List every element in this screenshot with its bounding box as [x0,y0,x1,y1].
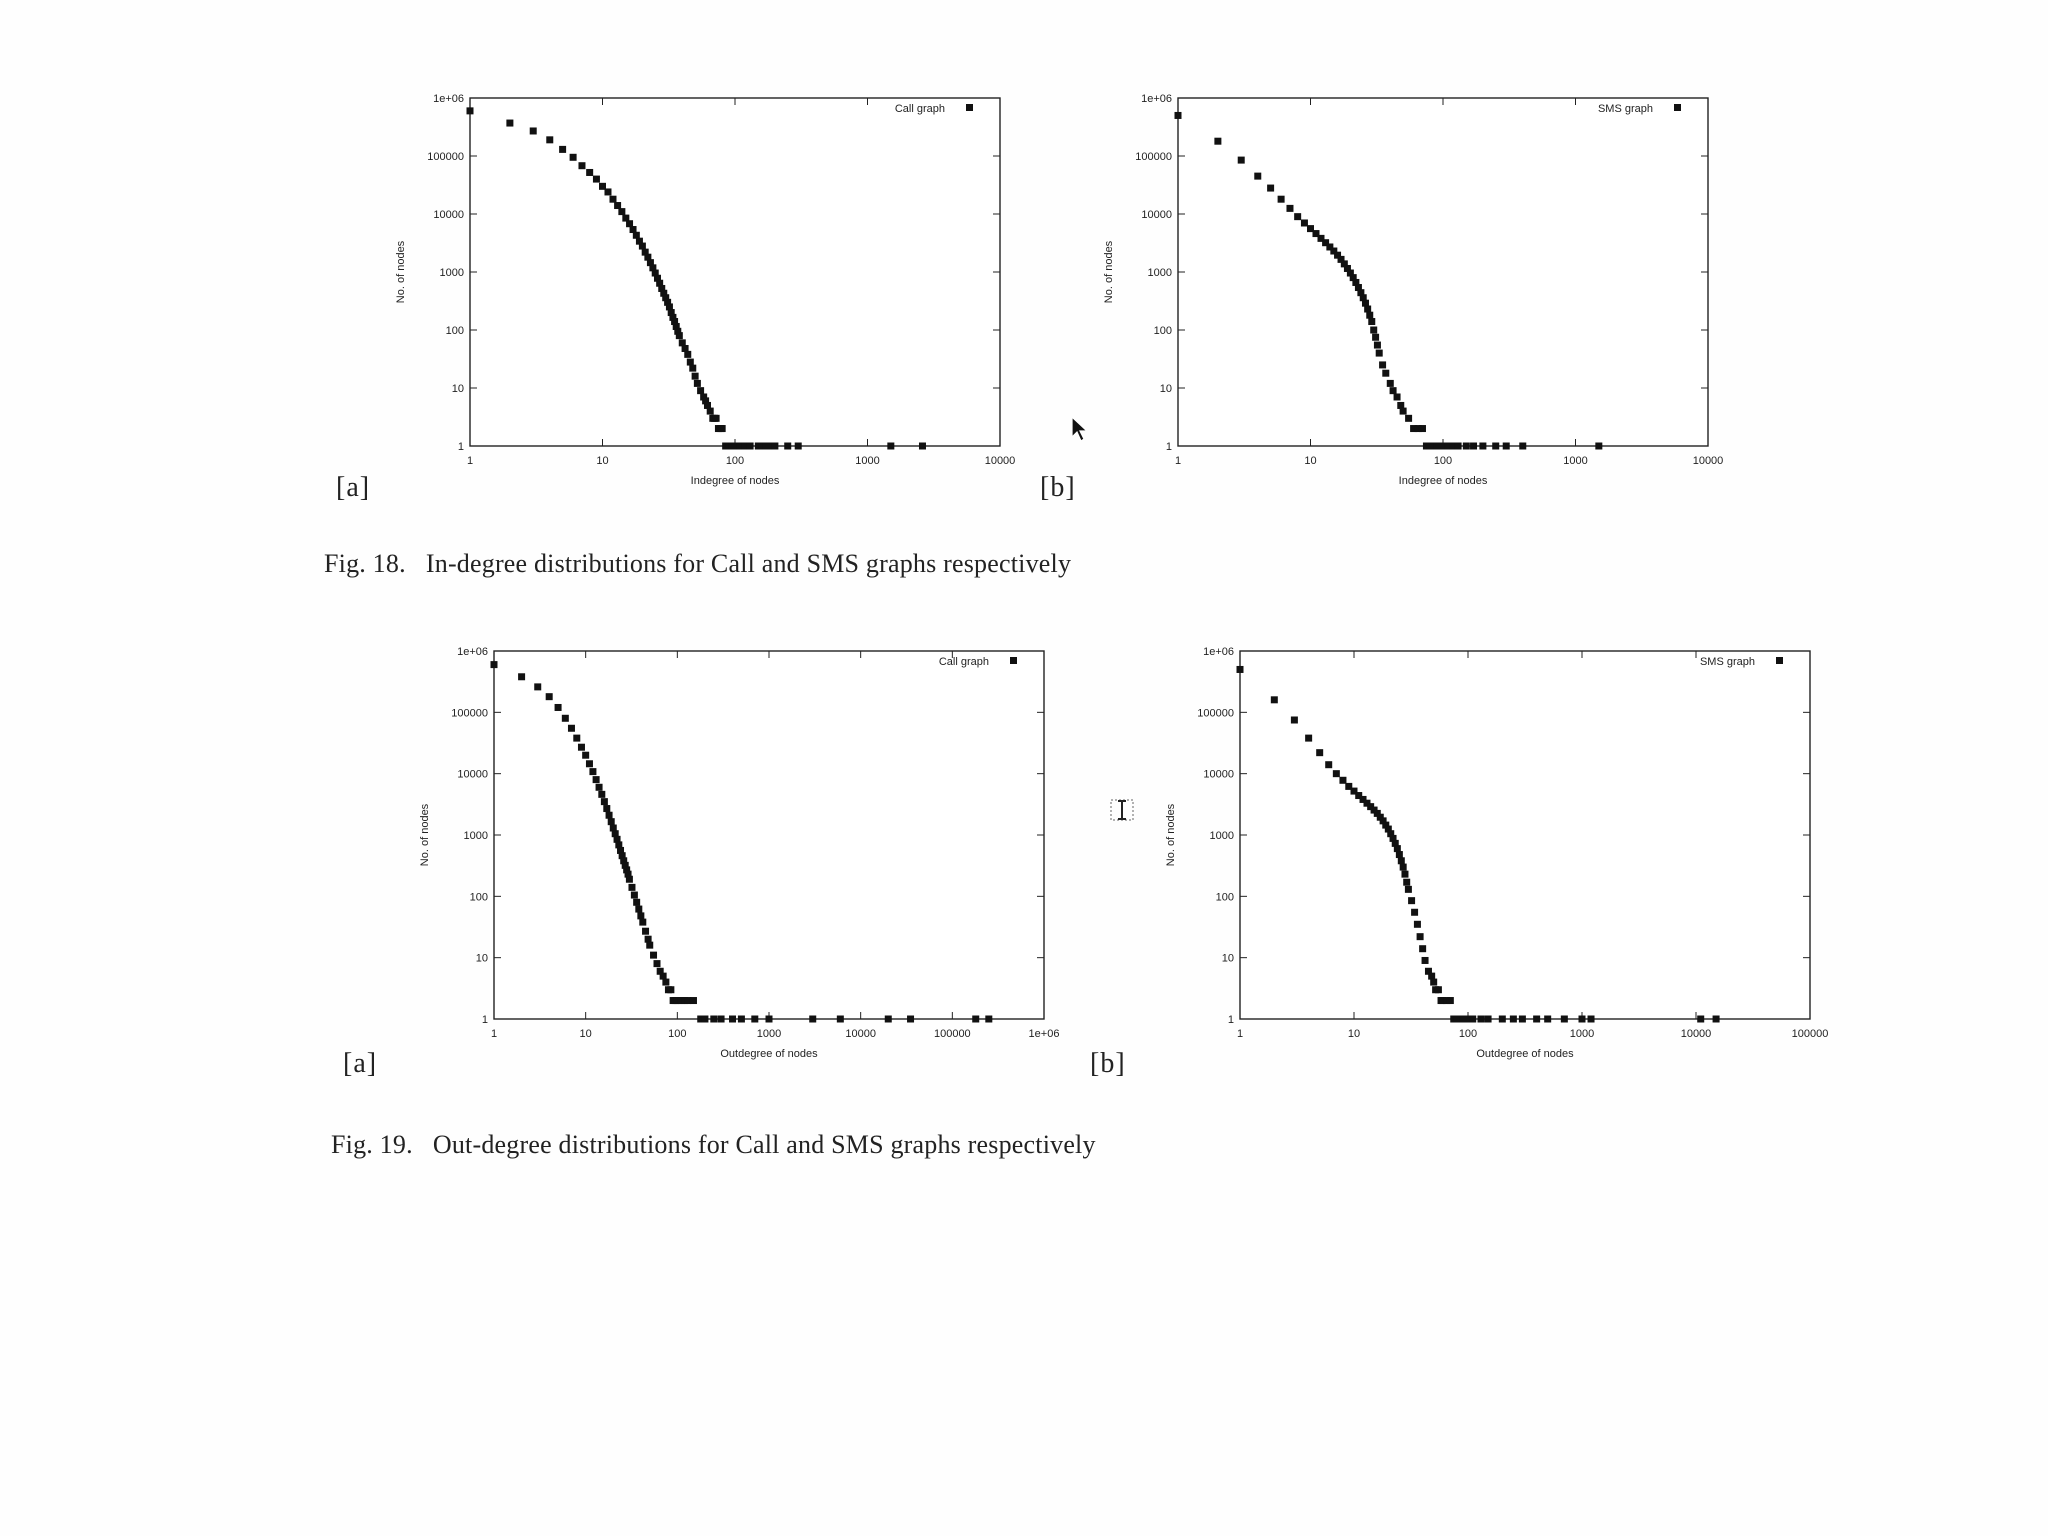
y-tick-label: 10 [451,383,464,395]
data-point [1408,897,1415,904]
data-point [795,443,802,450]
y-tick-label: 1000 [463,830,488,842]
data-point [1370,327,1377,334]
x-tick-label: 10 [1347,1028,1361,1040]
chart-fig18a [370,88,1030,508]
data-point [506,120,513,127]
data-point [729,1016,736,1023]
data-point [1333,770,1340,777]
legend-marker [1010,657,1017,664]
x-tick-label: 10000 [984,455,1016,467]
x-tick-label: 100 [668,1028,687,1040]
data-point [662,979,669,986]
x-tick-label: 1 [466,455,474,467]
data-point [546,693,553,700]
data-point [1544,1016,1551,1023]
x-tick-label: 1e+06 [1028,1028,1060,1040]
chart-fig18b-svg [1078,88,1738,508]
chart-fig19b [1140,641,1840,1081]
data-point [1422,957,1429,964]
data-point [1401,871,1408,878]
data-point [1301,219,1308,226]
y-tick-label: 100 [1215,891,1234,904]
data-point [1286,205,1293,212]
data-point [530,127,537,134]
data-point [604,188,611,195]
data-point [1325,761,1332,768]
y-tick-label: 100000 [427,151,464,163]
data-point [694,380,701,387]
y-tick-label: 1e+06 [1203,646,1234,658]
data-point [697,387,704,394]
data-point [1713,1016,1720,1023]
data-point [707,408,714,415]
data-point [1447,997,1454,1004]
data-point [710,1016,717,1023]
data-point [570,154,577,161]
data-point [639,919,646,926]
data-point [1414,921,1421,928]
panel-label-fig19a: [a] [343,1048,378,1079]
data-point [1366,312,1373,319]
data-point [1405,415,1412,422]
data-point [639,243,646,250]
data-point [1339,777,1346,784]
plot-frame [1178,98,1708,446]
data-point [1519,443,1526,450]
x-tick-label: 100 [1433,455,1453,467]
plot-frame [470,98,1000,446]
data-point [582,752,589,759]
data-point [614,202,621,209]
y-axis-label: No. of nodes [395,240,407,304]
data-point [667,986,674,993]
chart-fig19a-svg [394,641,1074,1081]
data-point [578,744,585,751]
x-tick-label: 10 [579,1028,592,1040]
data-point [687,359,694,366]
data-point [518,673,525,680]
legend-label: SMS graph [1699,656,1755,668]
data-point [546,136,553,143]
x-tick-label: 100000 [1791,1028,1829,1040]
data-point [1368,318,1375,325]
data-point [765,443,772,450]
y-tick-label: 1000 [439,267,464,279]
chart-fig19b-svg [1140,641,1840,1081]
x-tick-label: 10 [596,455,609,467]
plot-frame [1240,651,1810,1019]
data-point [596,784,603,791]
data-point [1697,1016,1704,1023]
data-point [635,906,642,913]
x-tick-label: 100000 [933,1028,971,1040]
y-tick-label: 10 [1221,952,1234,965]
data-point [1433,443,1440,450]
data-point [1405,886,1412,893]
data-point [1499,1016,1506,1023]
panel-label-fig18b: [b] [1040,472,1076,503]
data-point [1469,1016,1476,1023]
data-point [1430,979,1437,986]
data-point [626,876,633,883]
x-tick-label: 10000 [1680,1028,1712,1040]
data-point [766,1016,773,1023]
data-point [1477,1016,1484,1023]
data-point [701,1016,708,1023]
data-point [1519,1016,1526,1023]
data-point [586,169,593,176]
data-point [1463,443,1470,450]
data-point [1588,1016,1595,1023]
data-point [555,704,562,711]
x-tick-label: 1000 [855,455,880,467]
data-point [606,812,613,819]
data-point [689,365,696,372]
panel-label-fig18a: [a] [336,472,371,503]
legend-label: Call graph [894,103,945,115]
data-point [1403,879,1410,886]
legend-marker [966,104,973,111]
data-point [631,892,638,899]
y-tick-label: 10000 [457,768,488,781]
chart-fig18b [1078,88,1738,508]
data-point [1374,342,1381,349]
data-point [684,351,691,358]
data-point [609,196,616,203]
data-point [738,1016,745,1023]
legend-label: SMS graph [1597,103,1653,115]
panel-label-fig19b: [b] [1090,1048,1126,1079]
data-point [618,208,625,215]
data-point [1411,909,1418,916]
y-axis-label: No. of nodes [1103,240,1115,304]
data-point [642,928,649,935]
y-tick-label: 10 [475,952,488,965]
data-point [1561,1016,1568,1023]
data-point [593,176,600,183]
data-point [589,768,596,775]
data-point [1419,945,1426,952]
data-point [568,725,575,732]
data-point [1510,1016,1517,1023]
data-point [467,107,474,114]
chart-fig19a [394,641,1074,1081]
data-point [562,715,569,722]
data-point [1400,408,1407,415]
data-point [919,443,926,450]
data-point [1379,361,1386,368]
data-point [1294,213,1301,220]
data-point [1271,696,1278,703]
data-point [1278,196,1285,203]
data-point [646,942,653,949]
data-point [887,443,894,450]
data-point [1470,443,1477,450]
caption-fig19: Fig. 19. Out-degree distributions for Call and SMS graphs respectively [331,1130,1096,1159]
data-point [1398,857,1405,864]
data-point [573,735,580,742]
data-point [837,1016,844,1023]
x-tick-label: 1000 [756,1028,782,1040]
data-point [1238,157,1245,164]
data-point [534,683,541,690]
data-point [1427,443,1434,450]
x-tick-label: 10000 [1692,455,1724,467]
data-point [1595,443,1602,450]
y-tick-label: 1e+06 [457,646,488,658]
data-point [1214,138,1221,145]
data-point [586,760,593,767]
y-tick-label: 1 [457,441,464,453]
data-point [653,960,660,967]
x-axis-label: Outdegree of nodes [1476,1048,1574,1060]
legend-marker [1674,104,1681,111]
data-point [559,146,566,153]
y-tick-label: 100000 [1197,707,1234,720]
data-point [578,162,585,169]
data-point [608,818,615,825]
mouse-pointer-icon [1070,415,1090,443]
data-point [718,1016,725,1023]
y-tick-label: 1 [1165,441,1172,453]
data-point [598,791,605,798]
data-point [1579,1016,1586,1023]
y-tick-label: 1 [1227,1014,1234,1026]
plot-frame [494,651,1044,1019]
data-point [719,425,726,432]
x-tick-label: 1000 [1569,1028,1595,1040]
y-tick-label: 10000 [1203,768,1234,781]
data-point [1455,443,1462,450]
data-point [1382,370,1389,377]
x-tick-label: 10 [1304,455,1317,467]
data-point [771,443,778,450]
data-point [713,415,720,422]
data-point [1390,387,1397,394]
x-tick-label: 100 [725,455,745,467]
data-point [1364,306,1371,313]
y-axis-label: No. of nodes [419,803,431,867]
x-axis-label: Indegree of nodes [690,475,780,487]
data-point [1175,112,1182,119]
y-tick-label: 1e+06 [433,93,464,105]
y-tick-label: 100 [445,325,464,337]
data-point [601,798,608,805]
y-tick-label: 100 [1153,325,1172,337]
data-point [1267,185,1274,192]
x-tick-label: 1 [1174,455,1182,467]
x-tick-label: 1 [1236,1028,1244,1040]
data-point [1237,666,1244,673]
x-tick-label: 1 [490,1028,498,1040]
y-tick-label: 100000 [451,707,488,720]
x-tick-label: 1000 [1563,455,1588,467]
data-point [1485,1016,1492,1023]
data-point [1435,986,1442,993]
legend-marker [1776,657,1783,664]
y-tick-label: 1000 [1209,830,1234,842]
data-point [751,1016,758,1023]
y-axis-label: No. of nodes [1165,803,1177,867]
data-point [1291,716,1298,723]
text-cursor-icon [1110,797,1136,825]
data-point [593,776,600,783]
data-point [1503,443,1510,450]
x-tick-label: 10000 [845,1028,876,1040]
y-tick-label: 1 [481,1014,488,1026]
y-tick-label: 10 [1159,383,1172,395]
data-point [1372,334,1379,341]
data-point [1316,749,1323,756]
y-tick-label: 1000 [1147,267,1172,279]
data-point [1396,851,1403,858]
data-point [650,952,657,959]
data-point [491,661,498,668]
data-point [747,443,754,450]
data-point [1533,1016,1540,1023]
caption-fig18: Fig. 18. In-degree distributions for Call and SMS graphs respectively [324,549,1072,578]
data-point [809,1016,816,1023]
data-point [603,805,610,812]
data-point [907,1016,914,1023]
data-point [1305,735,1312,742]
data-point [692,373,699,380]
x-axis-label: Indegree of nodes [1398,475,1488,487]
data-point [1394,393,1401,400]
legend-label: Call graph [938,656,989,668]
chart-fig18a-svg [370,88,1030,508]
data-point [1479,443,1486,450]
data-point [1492,443,1499,450]
data-point [1387,380,1394,387]
y-tick-label: 1e+06 [1141,93,1172,105]
y-tick-label: 10000 [433,209,464,221]
y-tick-label: 100000 [1135,151,1172,163]
data-point [1419,425,1426,432]
data-point [1417,933,1424,940]
data-point [1254,173,1261,180]
data-point [784,443,791,450]
data-point [637,912,644,919]
data-point [628,884,635,891]
data-point [885,1016,892,1023]
y-tick-label: 10000 [1141,209,1172,221]
data-point [676,332,683,339]
data-point [1376,350,1383,357]
data-point [1400,864,1407,871]
y-tick-label: 100 [469,891,488,904]
x-tick-label: 100 [1458,1028,1478,1040]
data-point [985,1016,992,1023]
data-point [690,997,697,1004]
x-axis-label: Outdegree of nodes [720,1048,818,1060]
data-point [972,1016,979,1023]
data-point [633,899,640,906]
